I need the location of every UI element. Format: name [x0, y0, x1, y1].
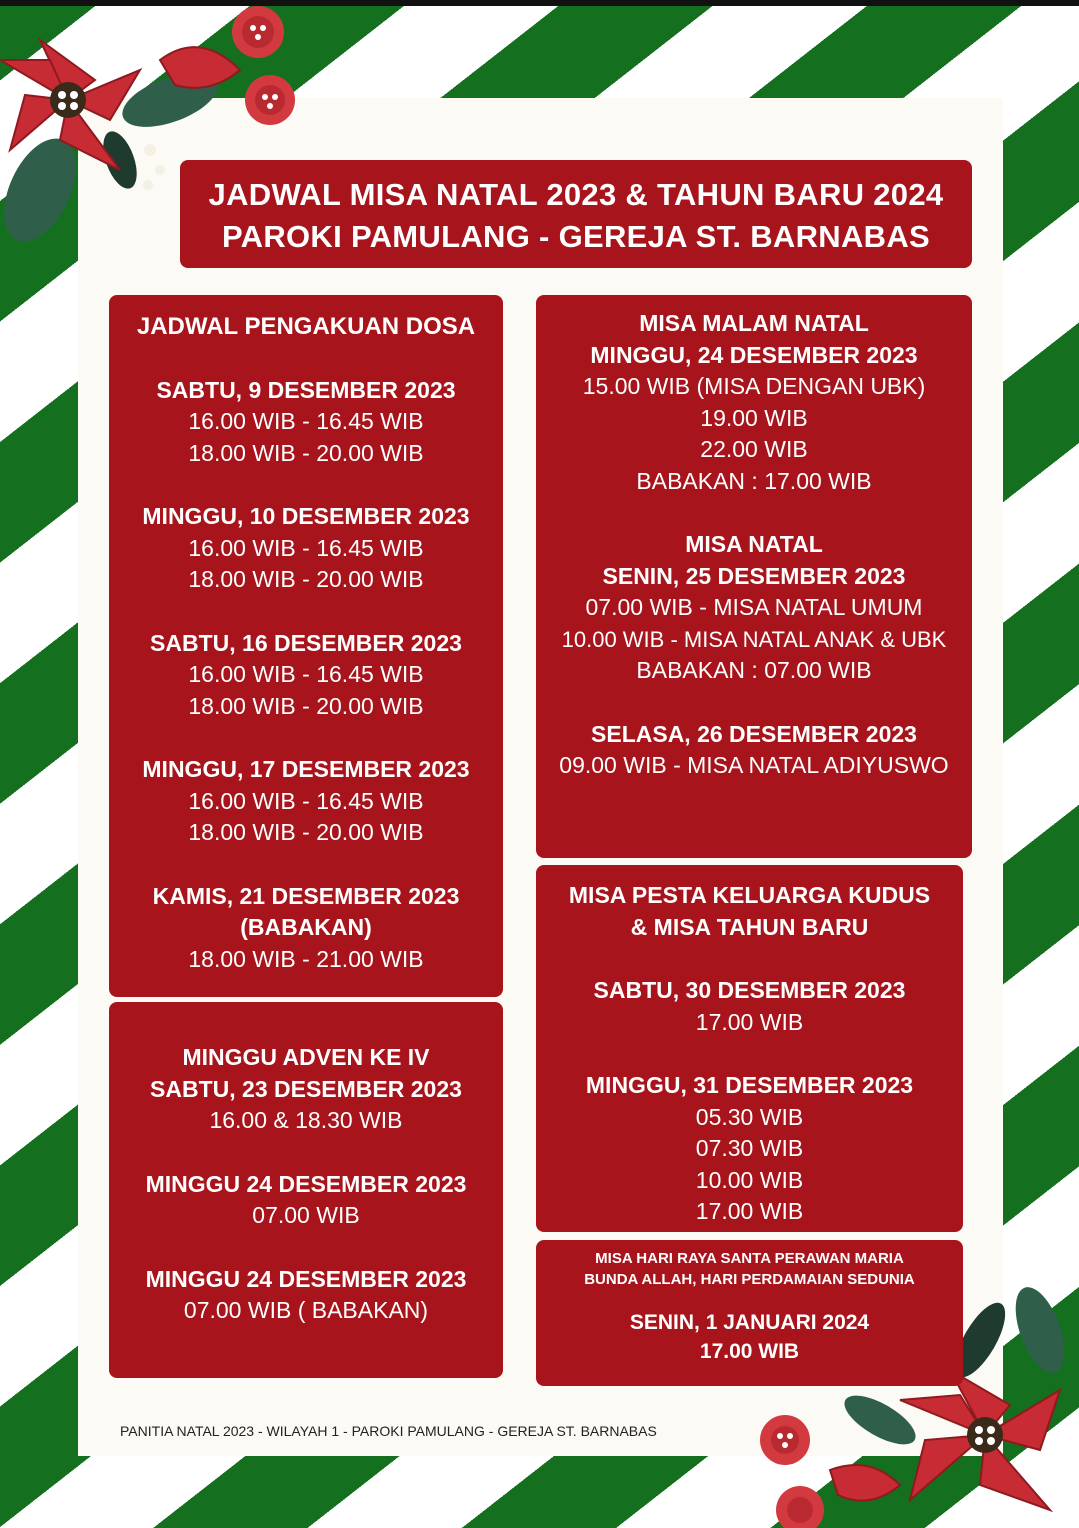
dec30-day: SABTU, 30 DESEMBER 2023: [593, 977, 906, 1003]
mary-title-2: BUNDA ALLAH, HARI PERDAMAIAN SEDUNIA: [584, 1271, 915, 1288]
christmas-eve-time: 15.00 WIB (MISA DENGAN UBK): [582, 373, 926, 399]
confession-day: MINGGU, 10 DESEMBER 2023: [142, 503, 470, 529]
confession-time: 18.00 WIB - 20.00 WIB: [188, 692, 424, 719]
holly-berry-icon: [130, 130, 180, 200]
family-card: [536, 865, 963, 1232]
advent-time: 07.00 WIB: [252, 1202, 360, 1228]
christmas-day-time: BABAKAN : 07.00 WIB: [636, 657, 872, 683]
confession-time: 18.00 WIB - 21.00 WIB: [188, 945, 424, 972]
dec30-time: 17.00 WIB: [695, 1008, 804, 1035]
confession-card: [109, 295, 503, 997]
footer-credit: PANITIA NATAL 2023 - WILAYAH 1 - PAROKI PAMULANG - GEREJA ST. BARNABAS: [120, 1423, 657, 1439]
confession-title: JADWAL PENGAKUAN DOSA: [136, 313, 476, 340]
confession-day: KAMIS, 21 DESEMBER 2023: [152, 882, 460, 909]
confession-time: 16.00 WIB - 16.45 WIB: [188, 661, 424, 687]
family-title-2: & MISA TAHUN BARU: [630, 913, 869, 940]
title-line-1: JADWAL MISA NATAL 2023 & TAHUN BARU 2024: [208, 177, 944, 212]
confession-day-note: (BABAKAN): [240, 914, 372, 940]
confession-time: 18.00 WIB - 20.00 WIB: [188, 439, 424, 466]
confession-time: 16.00 WIB - 16.45 WIB: [188, 408, 424, 434]
christmas-card: [536, 295, 972, 858]
confession-day: SABTU, 16 DESEMBER 2023: [150, 629, 462, 656]
confession-group: [109, 375, 503, 470]
advent-title: MINGGU ADVEN KE IV: [182, 1044, 430, 1070]
jan1-day: SENIN, 1 JANUARI 2024: [629, 1311, 870, 1334]
dec26-time: 09.00 WIB - MISA NATAL ADIYUSWO: [559, 752, 949, 778]
rose-icon: [225, 2, 295, 62]
rose-icon: [240, 70, 300, 130]
mary-card: [536, 1240, 963, 1386]
christmas-eve-day: MINGGU, 24 DESEMBER 2023: [590, 341, 918, 368]
confession-group: [109, 754, 503, 849]
confession-time: 16.00 WIB - 16.45 WIB: [188, 787, 424, 814]
christmas-day-time: 07.00 WIB - MISA NATAL UMUM: [585, 594, 923, 620]
mary-title-1: MISA HARI RAYA SANTA PERAWAN MARIA: [595, 1250, 904, 1267]
family-title-1: MISA PESTA KELUARGA KUDUS: [568, 882, 931, 908]
confession-group: [109, 501, 503, 596]
advent-day: SABTU, 23 DESEMBER 2023: [150, 1075, 462, 1102]
christmas-day-time: 10.00 WIB - MISA NATAL ANAK & UBK: [561, 626, 947, 652]
advent-day: MINGGU 24 DESEMBER 2023: [145, 1265, 467, 1292]
jan1-time: 17.00 WIB: [699, 1340, 800, 1363]
christmas-eve-time: 22.00 WIB: [700, 436, 808, 462]
dec26-day: SELASA, 26 DESEMBER 2023: [591, 720, 917, 747]
dec31-time: 05.30 WIB: [695, 1103, 804, 1130]
dec31-day: MINGGU, 31 DESEMBER 2023: [585, 1072, 914, 1098]
dec31-time: 10.00 WIB: [695, 1166, 804, 1193]
confession-time: 16.00 WIB - 16.45 WIB: [188, 534, 424, 561]
confession-group: [109, 881, 503, 976]
advent-card: [109, 1002, 503, 1378]
title-banner: [180, 160, 972, 268]
christmas-day-title: MISA NATAL: [685, 531, 823, 557]
advent-day: MINGGU 24 DESEMBER 2023: [145, 1170, 467, 1197]
confession-time: 18.00 WIB - 20.00 WIB: [188, 566, 424, 592]
christmas-eve-time: 19.00 WIB: [700, 404, 808, 431]
confession-time: 18.00 WIB - 20.00 WIB: [188, 819, 424, 845]
confession-day: SABTU, 9 DESEMBER 2023: [156, 376, 456, 403]
dec31-time: 07.30 WIB: [695, 1135, 804, 1161]
christmas-eve-title: MISA MALAM NATAL: [639, 310, 869, 336]
confession-day: MINGGU, 17 DESEMBER 2023: [142, 756, 470, 782]
christmas-eve-time: BABAKAN : 17.00 WIB: [636, 467, 872, 494]
dec31-time: 17.00 WIB: [695, 1198, 804, 1224]
title-line-2: PAROKI PAMULANG - GEREJA ST. BARNABAS: [221, 219, 931, 254]
advent-time: 07.00 WIB ( BABAKAN): [183, 1297, 429, 1323]
christmas-day-date: SENIN, 25 DESEMBER 2023: [602, 562, 906, 589]
advent-time: 16.00 & 18.30 WIB: [209, 1107, 403, 1133]
confession-group: [109, 628, 503, 723]
